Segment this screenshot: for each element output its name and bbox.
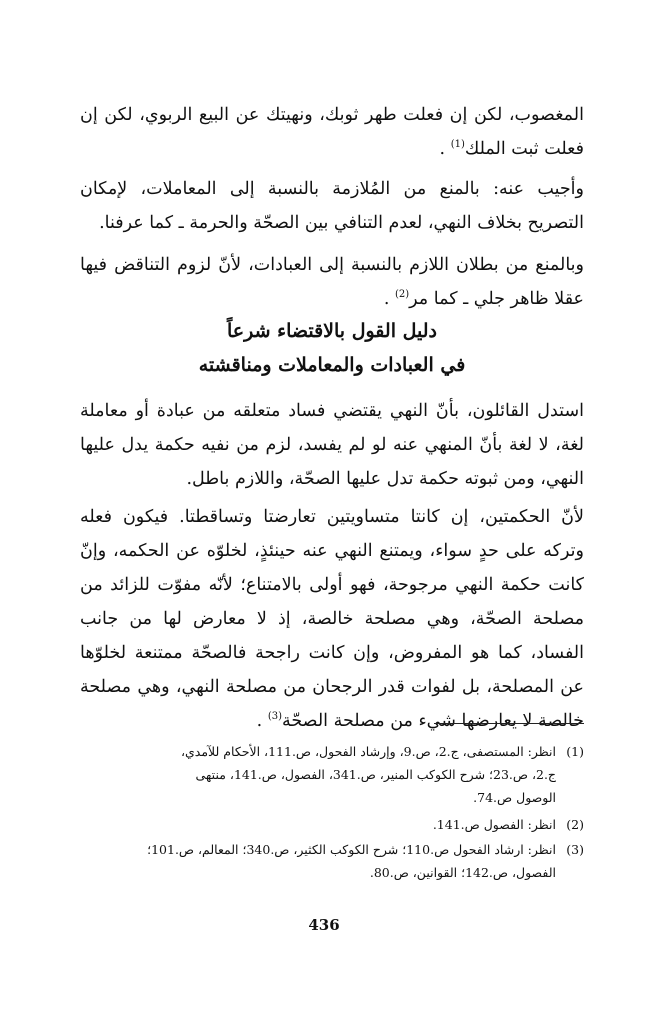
- footnote-3-line-1: (3)انظر: ارشاد الفحول ص.110؛ شرح الكوكب الكثير، ص.340؛ المعالم، ص.101؛: [80, 838, 584, 861]
- footnote-separator: [434, 723, 584, 724]
- footnote-3-number: (3): [566, 842, 584, 857]
- footnote-3: [80, 838, 584, 884]
- footnote-3-line-2: الفصول، ص.142؛ القوانين، ص.80.: [369, 865, 556, 880]
- section-heading-line-2: في العبادات والمعاملات ومناقشته: [198, 354, 466, 376]
- page-number: 436: [308, 916, 340, 934]
- section-heading-line-1: دليل القول بالاقتضاء شرعاً: [227, 320, 437, 342]
- footnote-1: [80, 740, 584, 809]
- footnote-ref-3[interactable]: (3): [267, 711, 282, 723]
- footnote-ref-2[interactable]: (2): [394, 289, 410, 301]
- footnote-1-line-3: الوصول ص.74.: [473, 790, 556, 805]
- footnote-ref-1[interactable]: (1): [450, 139, 465, 151]
- footnote-1-line-1: (1)انظر: المستصفى، ج.2، ص.9، وإرشاد الفحول، ص.111، الأحكام للآمدي،: [80, 740, 584, 763]
- paragraph-3: وبالمنع من بطلان اللازم بالنسبة إلى العبادات، لأنّ لزوم التناقض فيها عقلا ظاهر جلي ـ كما مر$^{(2)}$ .: [80, 255, 584, 309]
- paragraph-2: وأجيب عنه: بالمنع من المُلازمة بالنسبة إلى المعاملات، لإمكان التصريح بخلاف النهي، لعدم التنافي بين الصحّة والحرمة ـ كما عرفنا.: [80, 179, 584, 233]
- footnote-2-line-1: (2)انظر: الفصول ص.141.: [80, 813, 584, 836]
- footnote-2-number: (2): [566, 817, 584, 832]
- paragraph-5: لأنّ الحكمتين، إن كانتا متساويتين تعارضتا وتساقطتا. فيكون فعله وتركه على حدٍ سواء، ويمتنع النهي عنه حينئذٍ، لخلوّه عن الحكمه، وإنّ كانت حكمة النهي مرجوحة، فهو أولى بالامتناع؛ لأنّه مفوّت للزائد من مصلحة الصحّة، وهي مصلحة خالصة، إذ لا معارض لها من جانب الفساد، كما هو المفروض، وإن كانت راجحة فالصحّة ممتنعة لخلوّها عن المصلحة، بل لفوات قدر الرجحان من مصلحة النهي، وهي مصلحة خالصة لا يعارضها شيء من مصلحة الصحّة$^{(3)}$ .: [80, 507, 584, 731]
- footnote-1-line-2: ج.2، ص.23؛ شرح الكوكب المنير، ص.341، الفصول، ص.141، منتهى: [195, 767, 556, 782]
- footnote-1-number: (1): [566, 744, 584, 759]
- paragraph-1: المغصوب، لكن إن فعلت طهر ثوبك، ونهيتك عن البيع الربوي، لكن إن فعلت ثبت الملك$^{(1)}$ .: [80, 105, 584, 159]
- paragraph-4: استدل القائلون، بأنّ النهي يقتضي فساد متعلقه من عبادة أو معاملة لغة، لا لغة بأنّ المنهي عنه لو لم يفسد، لزم من نفيه حكمة يدل عليها النهي، ومن ثبوته حكمة تدل عليها الصحّة، واللازم باطل.: [80, 401, 584, 489]
- footnote-2: [80, 813, 584, 836]
